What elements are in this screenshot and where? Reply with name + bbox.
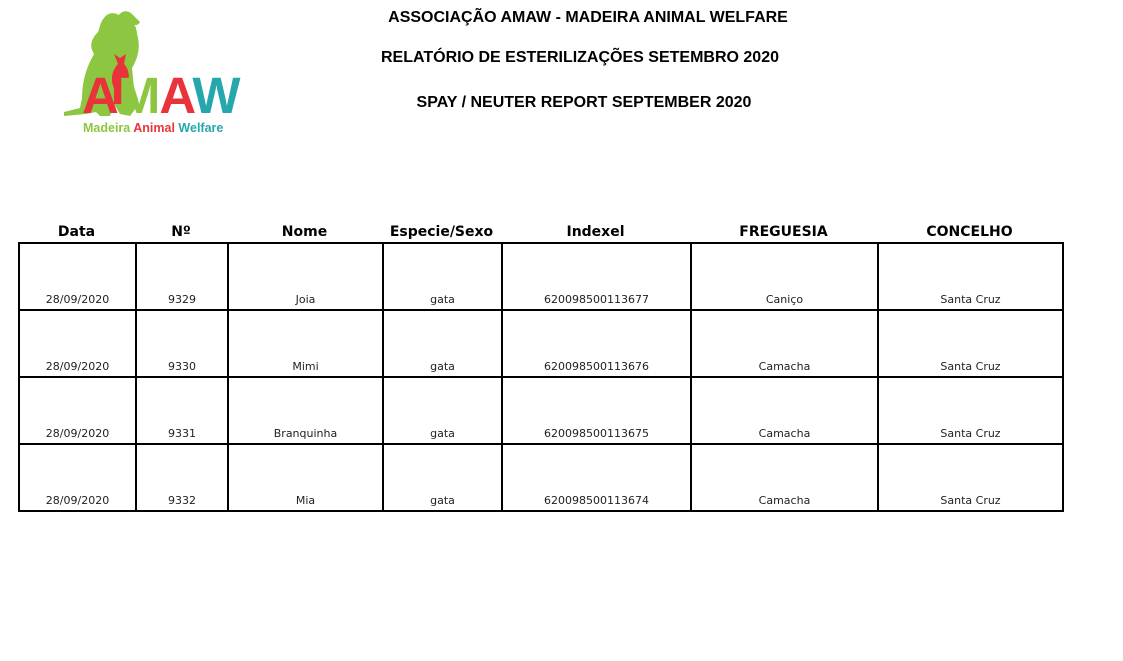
cell-freguesia: Caniço (691, 243, 878, 310)
cell-date: 28/09/2020 (19, 243, 136, 310)
header-freguesia: FREGUESIA (739, 224, 828, 240)
cell-concelho: Santa Cruz (878, 243, 1063, 310)
cell-date: 28/09/2020 (19, 310, 136, 377)
cell-name: Mia (228, 444, 383, 511)
cell-number: 9330 (136, 310, 228, 377)
cell-number: 9332 (136, 444, 228, 511)
header-numero: Nº (171, 224, 191, 240)
cell-concelho: Santa Cruz (878, 377, 1063, 444)
cell-name: Branquinha (228, 377, 383, 444)
table-row (19, 444, 1063, 511)
header-nome: Nome (281, 224, 328, 240)
association-title: ASSOCIAÇÃO AMAW - MADEIRA ANIMAL WELFARE (388, 9, 788, 26)
cell-indexel: 620098500113674 (502, 444, 691, 511)
cell-species-sex: gata (383, 310, 502, 377)
cell-date: 28/09/2020 (19, 444, 136, 511)
table-header-row (18, 222, 1062, 242)
report-title-en: SPAY / NEUTER REPORT SEPTEMBER 2020 (416, 94, 752, 111)
header-indexel: Indexel (566, 224, 625, 240)
cell-indexel: 620098500113675 (502, 377, 691, 444)
cell-indexel: 620098500113677 (502, 243, 691, 310)
header-concelho: CONCELHO (926, 224, 1013, 240)
cell-number: 9329 (136, 243, 228, 310)
cell-species-sex: gata (383, 377, 502, 444)
table-row (19, 377, 1063, 444)
table-row (19, 310, 1063, 377)
cell-name: Joia (228, 243, 383, 310)
logo-wordmark: AMAW (82, 67, 240, 124)
cell-concelho: Santa Cruz (878, 444, 1063, 511)
report-title-pt: RELATÓRIO DE ESTERILIZAÇÕES SETEMBRO 2020 (381, 49, 779, 66)
cell-freguesia: Camacha (691, 444, 878, 511)
cell-name: Mimi (228, 310, 383, 377)
cell-freguesia: Camacha (691, 377, 878, 444)
header-especie-sexo: Especie/Sexo (389, 224, 494, 240)
cell-species-sex: gata (383, 444, 502, 511)
cell-date: 28/09/2020 (19, 377, 136, 444)
cell-indexel: 620098500113676 (502, 310, 691, 377)
logo-subtitle: Madeira Animal Welfare (83, 121, 224, 135)
header-data: Data (57, 224, 96, 240)
table-row (19, 243, 1063, 310)
cell-concelho: Santa Cruz (878, 310, 1063, 377)
cell-species-sex: gata (383, 243, 502, 310)
cell-number: 9331 (136, 377, 228, 444)
cell-freguesia: Camacha (691, 310, 878, 377)
amaw-logo (56, 8, 246, 140)
sterilization-table (18, 242, 1064, 512)
